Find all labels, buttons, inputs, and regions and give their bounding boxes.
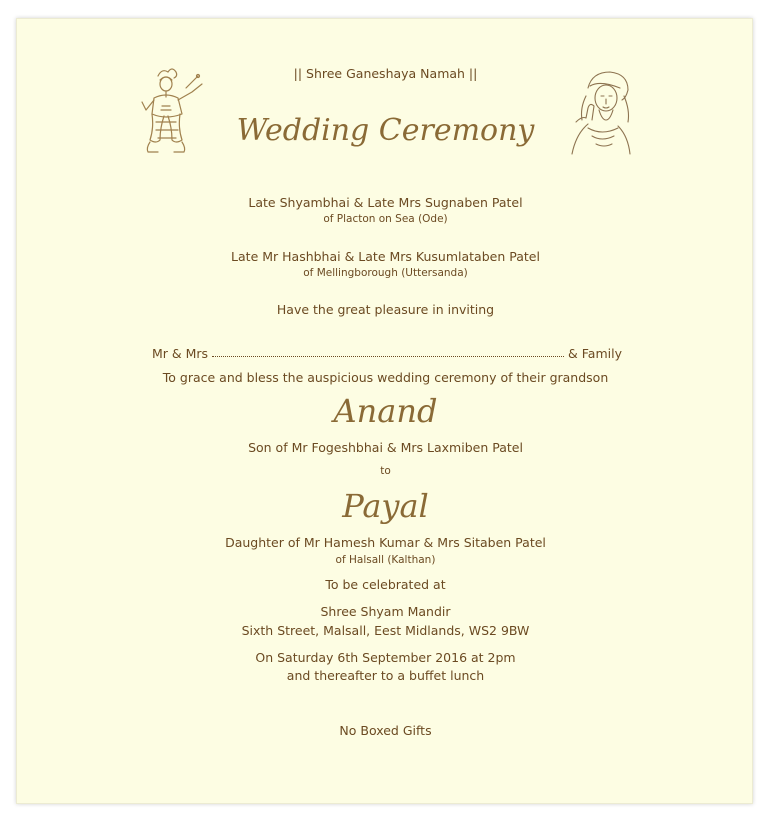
ceremony-date: On Saturday 6th September 2016 at 2pm (255, 650, 516, 665)
bride-parents: Daughter of Mr Hamesh Kumar & Mrs Sitaben Patel (225, 535, 546, 550)
grandparents-1-place: of Placton on Sea (Ode) (323, 213, 448, 225)
lunch-text: and thereafter to a buffet lunch (286, 668, 485, 683)
grandparents-2-names: Late Mr Hashbhai & Late Mrs Kusumlataben Patel (231, 249, 540, 264)
grace-text: To grace and bless the auspicious wedding ceremony of their grandson (162, 370, 609, 385)
bride-name: Payal (342, 487, 429, 525)
invitee-prefix: Mr & Mrs (152, 346, 209, 361)
bride-place: of Halsall (Kalthan) (335, 554, 436, 566)
celebrated-text: To be celebrated at (325, 577, 446, 592)
grandparents-1-names: Late Shyambhai & Late Mrs Sugnaben Patel (248, 195, 523, 210)
to-text: to (380, 465, 391, 477)
ceremony-title: Wedding Ceremony (236, 113, 535, 148)
venue-address: Sixth Street, Malsall, Eest Midlands, WS2 9BW (241, 623, 530, 638)
grandparents-2-place: of Mellingborough (Uttersanda) (303, 267, 468, 279)
groom-name: Anand (333, 392, 438, 430)
venue-name: Shree Shyam Mandir (320, 604, 451, 619)
invocation-text: || Shree Ganeshaya Namah || (293, 66, 478, 81)
no-gifts-note: No Boxed Gifts (339, 723, 432, 738)
pleasure-text: Have the great pleasure in inviting (276, 302, 495, 317)
invitee-suffix: & Family (568, 346, 622, 361)
invitee-blank (212, 355, 564, 357)
groom-parents: Son of Mr Fogeshbhai & Mrs Laxmiben Patel (248, 440, 523, 455)
invitee-line (152, 346, 622, 361)
